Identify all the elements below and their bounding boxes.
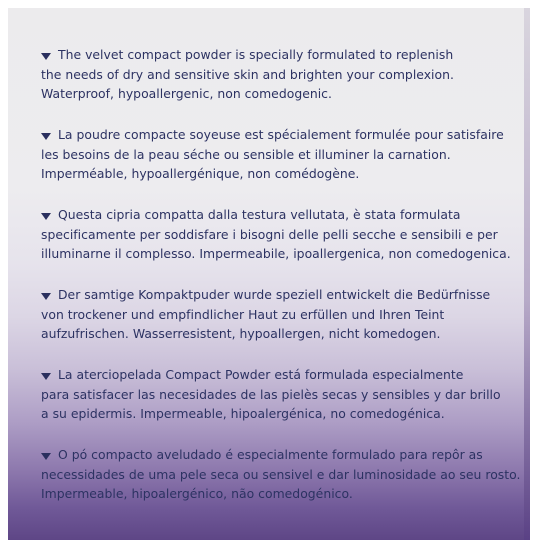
triangle-down-icon (41, 213, 51, 220)
multilingual-description (41, 45, 521, 525)
triangle-down-icon (41, 453, 51, 460)
description-text: La poudre compacte soyeuse est spécialement formulée pour satisfaire les besoins de la peau séche ou sensible et illuminer la carnation. Imperméable, hypoallergénique, non comédogène. (41, 127, 504, 181)
description-french (41, 125, 521, 184)
triangle-down-icon (41, 293, 51, 300)
description-english (41, 45, 521, 104)
description-text: The velvet compact powder is specially formulated to replenish the needs of dry and sensitive skin and brighten your complexion. Waterproof, hypoallergenic, non comedogenic. (41, 47, 454, 101)
description-german (41, 285, 521, 344)
triangle-down-icon (41, 53, 51, 60)
description-spanish (41, 365, 521, 424)
triangle-down-icon (41, 373, 51, 380)
description-text: La aterciopelada Compact Powder está formulada especialmente para satisfacer las necesidades de las pielès secas y sensibles y dar brillo a su epidermis. Impermeable, hipoalergénica, no comedogénica. (41, 367, 501, 421)
panel-edge-shade (524, 8, 530, 540)
triangle-down-icon (41, 133, 51, 140)
description-text: O pó compacto aveludado é especialmente formulado para repôr as necessidades de uma pele seca ou sensivel e dar luminosidade ao seu rosto. Impermeable, hipoalergénico, não comedogénico. (41, 447, 521, 501)
description-portuguese (41, 445, 521, 504)
description-text: Questa cipria compatta dalla testura vellutata, è stata formulata specificamente per soddisfare i bisogni delle pelli secche e sensibili e per illuminarne il complesso. Impermeabile, ipoallergenica, non comedogenica. (41, 207, 511, 261)
description-italian (41, 205, 521, 264)
description-text: Der samtige Kompaktpuder wurde speziell entwickelt die Bedürfnisse von trockener und empfindlicher Haut zu erfüllen und Ihren Teint aufzufrischen. Wasserresistent, hypoallergen, nicht komedogen. (41, 287, 491, 341)
